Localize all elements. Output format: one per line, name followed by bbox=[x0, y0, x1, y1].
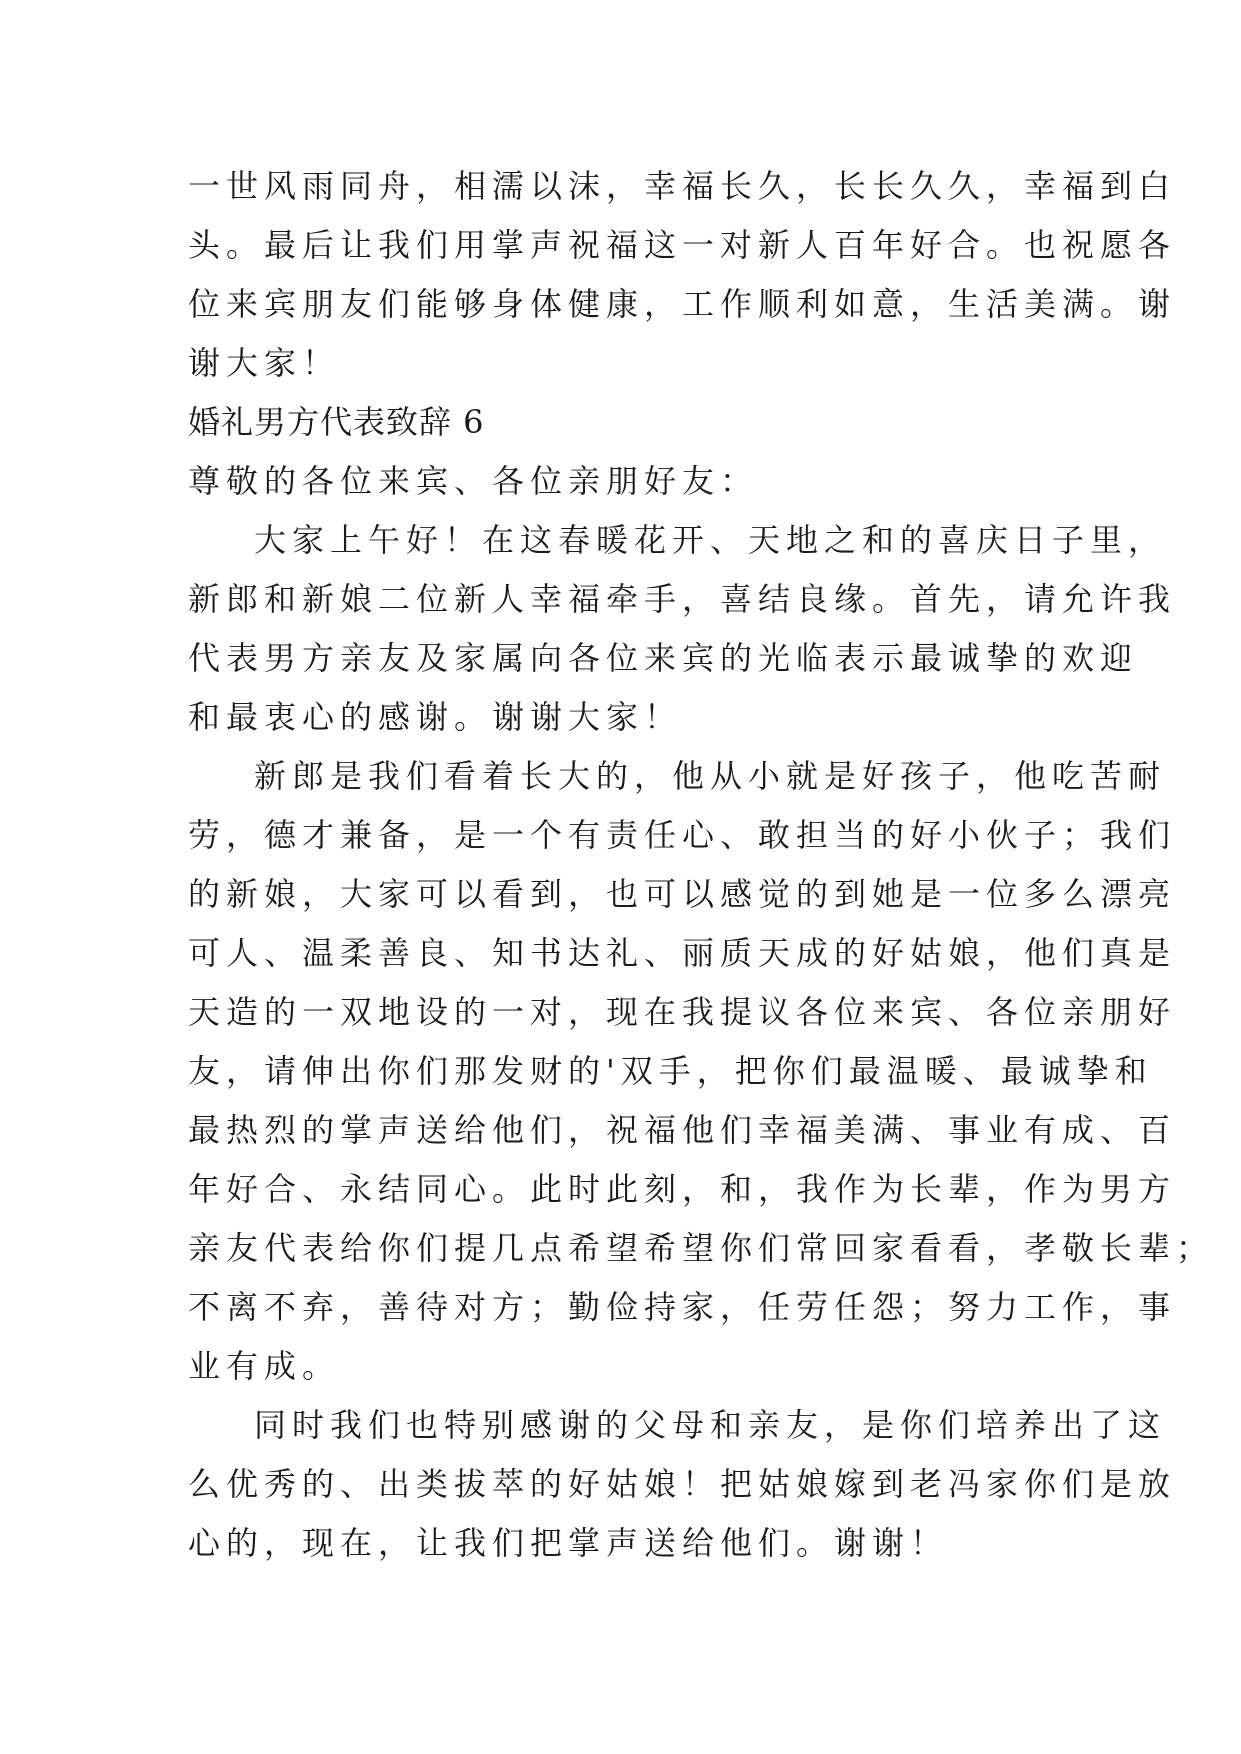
text-line: 和最衷心的感谢。谢谢大家！ bbox=[188, 698, 683, 736]
text-line: 代表男方亲友及家属向各位来宾的光临表示最诚挚的欢迎 bbox=[188, 639, 1139, 677]
text-line: 新郎和新娘二位新人幸福牵手，喜结良缘。首先，请允许我 bbox=[188, 580, 1177, 618]
text-line: 新郎是我们看着长大的，他从小就是好孩子，他吃苦耐 bbox=[254, 757, 1167, 795]
text-line: 大家上午好！在这春暖花开、天地之和的喜庆日子里， bbox=[254, 521, 1167, 559]
text-line: 的新娘，大家可以看到，也可以感觉的到她是一位多么漂亮 bbox=[188, 875, 1177, 913]
document-page bbox=[188, 157, 1215, 1573]
section-title: 婚礼男方代表致辞 6 bbox=[188, 403, 485, 441]
text-line: 天造的一双地设的一对，现在我提议各位来宾、各位亲朋好 bbox=[188, 993, 1177, 1031]
text-line: 最热烈的掌声送给他们，祝福他们幸福美满、事业有成、百 bbox=[188, 1111, 1177, 1149]
text-line: 业有成。 bbox=[188, 1347, 341, 1385]
text-line: 不离不弃，善待对方；勤俭持家，任劳任怨；努力工作，事 bbox=[188, 1288, 1177, 1326]
text-line: 可人、温柔善良、知书达礼、丽质天成的好姑娘，他们真是 bbox=[188, 934, 1177, 972]
text-line: 位来宾朋友们能够身体健康，工作顺利如意，生活美满。谢 bbox=[188, 285, 1177, 323]
text-line: 友，请伸出你们那发财的'双手，把你们最温暖、最诚挚和 bbox=[188, 1052, 1153, 1090]
text-line: 一世风雨同舟，相濡以沫，幸福长久，长长久久，幸福到白 bbox=[188, 167, 1177, 205]
text-line: 心的，现在，让我们把掌声送给他们。谢谢！ bbox=[188, 1524, 949, 1562]
text-line: 头。最后让我们用掌声祝福这一对新人百年好合。也祝愿各 bbox=[188, 226, 1177, 264]
text-line: 同时我们也特别感谢的父母和亲友，是你们培养出了这 bbox=[254, 1406, 1167, 1444]
paragraph bbox=[188, 1396, 1177, 1573]
paragraph bbox=[188, 511, 1177, 747]
text-line: 谢大家！ bbox=[188, 344, 341, 382]
text-line: 亲友代表给你们提几点希望希望你们常回家看看，孝敬长辈； bbox=[188, 1229, 1215, 1267]
paragraph bbox=[188, 747, 1215, 1396]
salutation: 尊敬的各位来宾、各位亲朋好友： bbox=[188, 462, 759, 500]
text-line: 劳，德才兼备，是一个有责任心、敢担当的好小伙子；我们 bbox=[188, 816, 1177, 854]
text-line: 么优秀的、出类拔萃的好姑娘！把姑娘嫁到老冯家你们是放 bbox=[188, 1465, 1177, 1503]
text-line: 年好合、永结同心。此时此刻，和，我作为长辈，作为男方 bbox=[188, 1170, 1177, 1208]
